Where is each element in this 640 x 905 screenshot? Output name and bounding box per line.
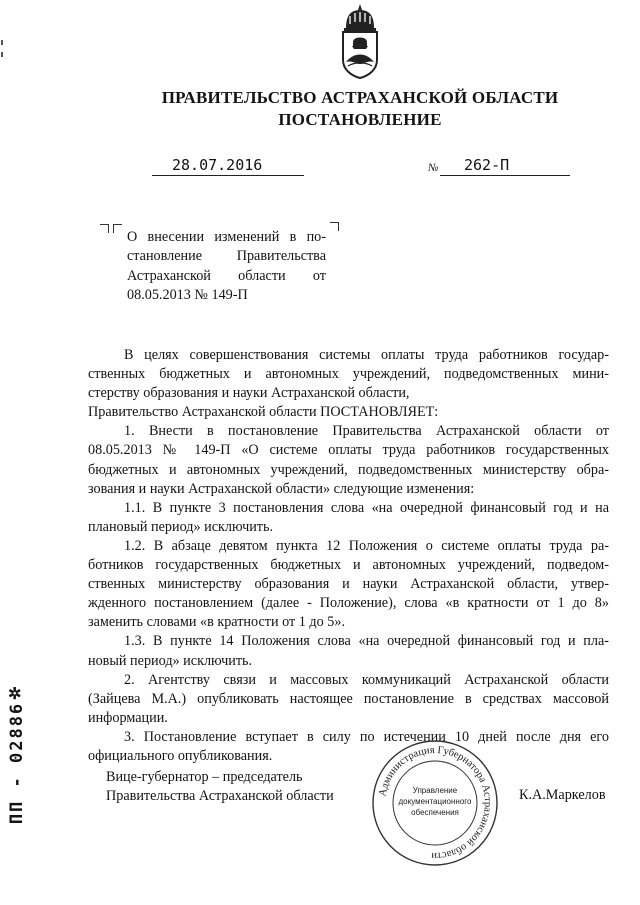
body-line: Правительство Астраханской области ПОСТАНОВЛЯЕТ: — [88, 404, 439, 421]
body-line: 08.05.2013 № 149-П «О системе оплаты труда работников государственных — [88, 442, 609, 459]
body-line: 1. Внести в постановление Правительства Астраханской области от — [124, 423, 609, 440]
government-title: ПРАВИТЕЛЬСТВО АСТРАХАНСКОЙ ОБЛАСТИ — [161, 88, 559, 107]
document-type-title: ПОСТАНОВЛЕНИЕ — [278, 110, 442, 129]
body-line: 1.3. В пункте 14 Положения слова «на очередной финансовый год и пла- — [124, 633, 609, 650]
stamp-ring-text: Администрация Губернатора Астраханской области — [377, 744, 494, 862]
scan-edge-mark — [1, 52, 3, 57]
subject-line: становление Правительства — [127, 248, 326, 265]
document-body — [88, 346, 609, 766]
side-symbol: ✲ — [8, 686, 22, 703]
body-line: плановый период» исключить. — [88, 518, 274, 535]
body-line: ботников государственных бюджетных и автономных учреждений, подведом- — [88, 557, 609, 574]
number-label: № — [428, 162, 439, 174]
body-line: стерству образования и науки Астраханской области, — [88, 385, 410, 402]
body-line: ственных министерству образования и науки Астраханской области, утвер- — [88, 576, 609, 593]
body-line: В целях совершенствования системы оплаты труда работников государ- — [124, 347, 609, 363]
stamp-center-line: обеспечения — [411, 808, 459, 817]
body-line: (Зайцева М.А.) опубликовать настоящее постановление в средствах массовой — [88, 690, 609, 707]
document-number: 262-П — [440, 156, 570, 176]
subject-line: Астраханской области от — [127, 267, 326, 284]
side-code-text: ПП - 02886 — [7, 701, 27, 825]
body-line: ственных бюджетных и автономных учреждений, подведомственных мини- — [88, 366, 609, 383]
document-date: 28.07.2016 — [152, 156, 304, 176]
body-line: зования и науки Астраханской области» следующие изменения: — [88, 480, 475, 497]
body-line: информации. — [88, 709, 168, 726]
body-line: новый период» исключить. — [88, 652, 253, 669]
stamp-center-line: документационного — [398, 797, 472, 806]
signer-position — [106, 768, 334, 806]
corner-mark — [100, 224, 109, 233]
body-line: жденного постановлением (далее - Положение), слова «в кратности от 1 до 8» — [88, 595, 609, 612]
body-line: заменить словами «в кратности от 1 до 5». — [88, 614, 345, 631]
body-line: 1.2. В абзаце девятом пункта 12 Положения о системе оплаты труда ра- — [124, 537, 609, 554]
corner-mark — [330, 222, 339, 231]
scan-edge-mark — [1, 40, 3, 45]
corner-mark — [113, 224, 122, 233]
body-line: 1.1. В пункте 3 постановления слова «на очередной финансовый год и на — [124, 499, 609, 516]
subject-line: О внесении изменений в по- — [127, 229, 326, 245]
side-registration-code — [2, 683, 32, 843]
signer-name: К.А.Маркелов — [519, 787, 606, 803]
coat-of-arms-icon — [338, 2, 382, 80]
body-line: 3. Постановление вступает в силу по истечении 10 дней после дня его — [124, 728, 609, 745]
official-stamp — [370, 738, 500, 868]
signer-position-line: Правительства Астраханской области — [106, 788, 334, 804]
body-line: 2. Агентству связи и массовых коммуникаций Астраханской области — [124, 671, 609, 688]
body-line: официального опубликования. — [88, 747, 273, 764]
document-subject — [127, 228, 326, 305]
body-line: бюджетных и автономных учреждений, подведомственных министерству обра- — [88, 461, 609, 478]
stamp-center-line: Управление — [412, 786, 458, 795]
subject-line: 08.05.2013 № 149-П — [127, 286, 248, 303]
signer-position-line: Вице-губернатор – председатель — [106, 769, 303, 785]
